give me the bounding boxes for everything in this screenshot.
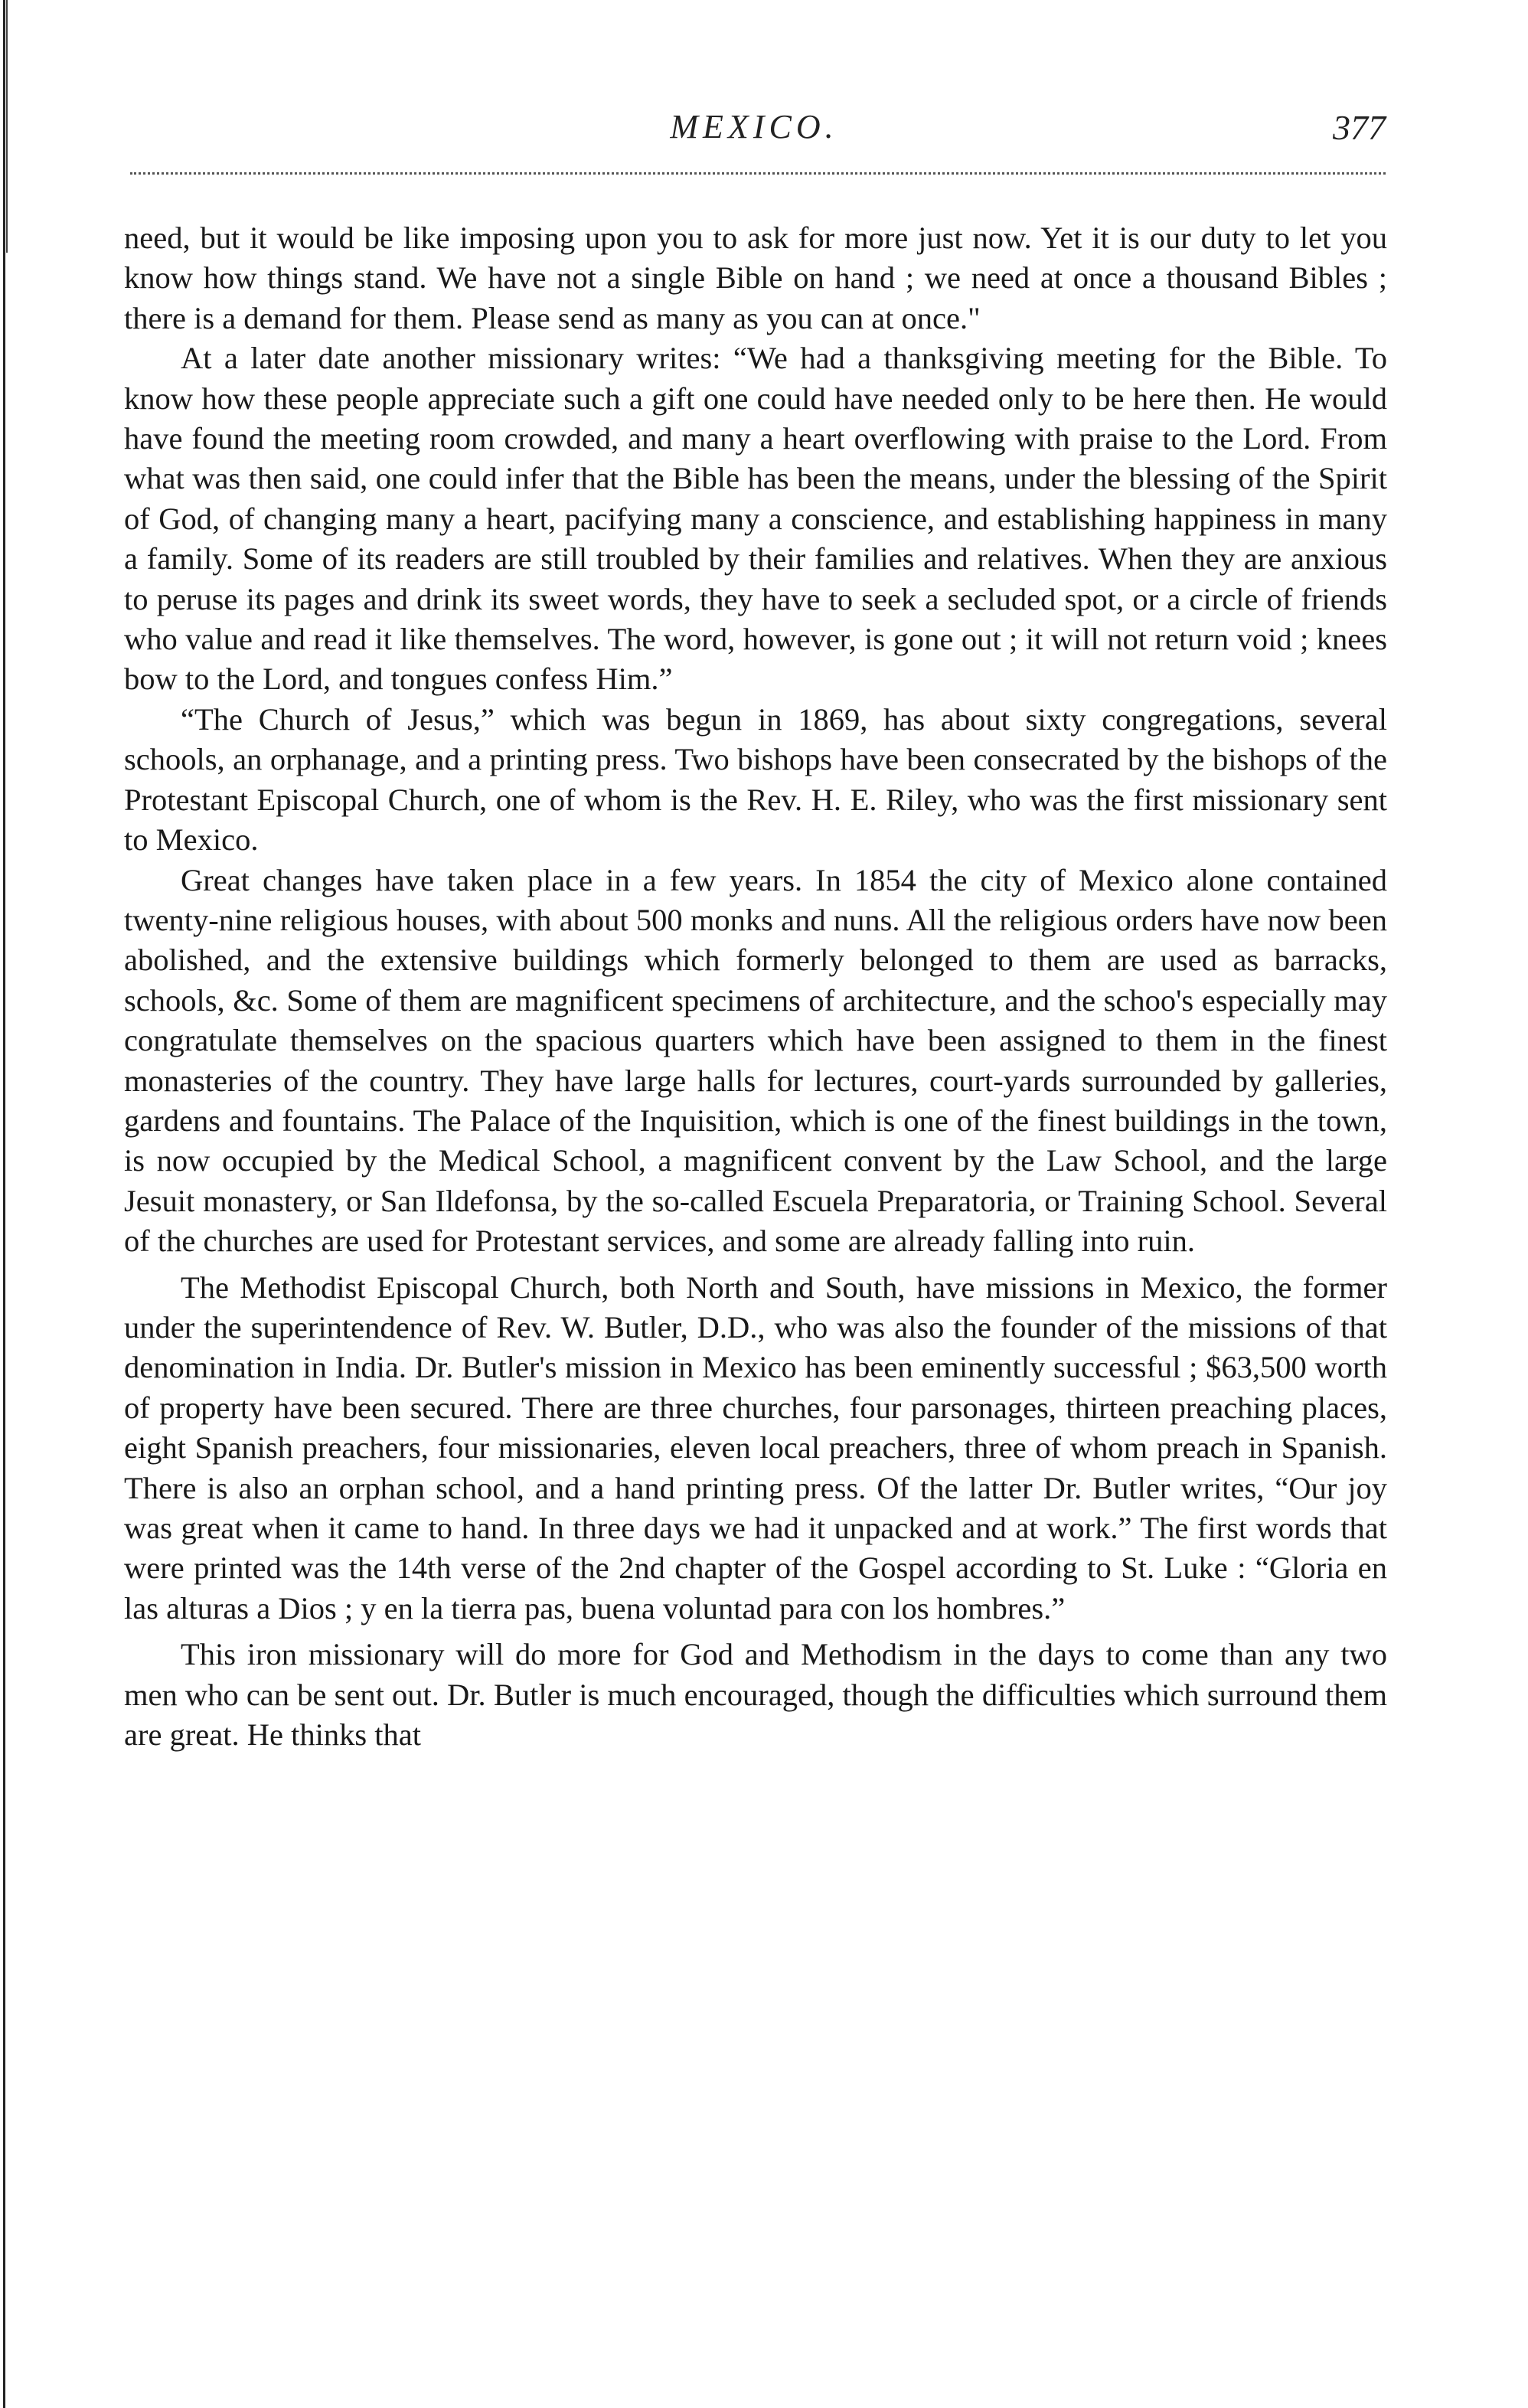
paragraph-iron-missionary: This iron missionary will do more for God and Methodism in the days to come than any two men who can be sent out. Dr. Butler is much encouraged, though the difficulties which surround them are great. He thinks that xyxy=(124,1637,1387,1753)
page-binding-shadow xyxy=(6,0,8,253)
paragraph-church-of-jesus: “The Church of Jesus,” which was begun in 1869, has about sixty congregations, several schools, an orphanage, and a printing press. Two bishops have been consecrated by the bishops of the Protestant Episcopal Church, one of whom is the Rev. H. E. Riley, who was the first missionary sent to Mexico. xyxy=(124,701,1387,858)
paragraph-thanksgiving-meeting: At a later date another missionary writes: “We had a thanksgiving meeting for the Bible. To know how these people appreciate such a gift one could have needed only to be here then. He would have found the meeting room crowded, and many a heart overflowing with praise to the Lord. From what was then said, one could infer that the Bible has been the means, under the blessing of the Spirit of God, of changing many a heart, pacifying many a conscience, and establishing happiness in many a family. Some of its readers are still troubled by their families and relatives. When they are anxious to peruse its pages and drink its sweet words, they have to seek a secluded spot, or a circle of friends who value and read it like themselves. The word, however, is gone out ; it will not return void ; knees bow to the Lord, and tongues confess Him.” xyxy=(124,341,1387,697)
page-body xyxy=(124,218,1387,1755)
page-number: 377 xyxy=(1333,108,1386,147)
paragraph-great-changes: Great changes have taken place in a few years. In 1854 the city of Mexico alone contained twenty-nine religious houses, with about 500 monks and nuns. All the religious orders have now been abolished, and the extensive buildings which formerly belonged to them are used as barracks, schools, &c. Some of them are magnificent specimens of architecture, and the schoo's especially may congratulate themselves on the spacious quarters which have been assigned to them in the finest monasteries of the country. They have large halls for lectures, court-yards surrounded by galleries, gardens and fountains. The Palace of the Inquisition, which is one of the finest buildings in the town, is now occupied by the Medical School, a magnificent convent by the Law School, and the large Jesuit monastery, or San Ildefonsa, by the so-called Escuela Preparatoria, or Training School. Several of the churches are used for Protestant services, and some are already falling into ruin. xyxy=(124,862,1387,1259)
running-head xyxy=(122,107,1386,161)
running-title: MEXICO. xyxy=(670,108,838,145)
paragraph-methodist-episcopal: The Methodist Episcopal Church, both North and South, have missions in Mexico, the former under the superintendence of Rev. W. Butler, D.D., who was also the founder of the missions of that denomination in India. Dr. Butler's mission in Mexico has been eminently successful ; $63,500 worth of property have been secured. There are three churches, four parsonages, thirteen preaching places, eight Spanish preachers, four missionaries, eleven local preachers, three of whom preach in Spanish. There is also an orphan school, and a hand printing press. Of the latter Dr. Butler writes, “Our joy was great when it came to hand. In three days we had it unpacked and at work.” The first words that were printed was the 14th verse of the 2nd chapter of the Gospel according to St. Luke : “Gloria en las alturas a Dios ; y en la tierra pas, buena voluntad para con los hombres.” xyxy=(124,1269,1387,1625)
paragraph-continued-letter: need, but it would be like imposing upon you to ask for more just now. Yet it is our duty to let you know how things stand. We have not a single Bible on hand ; we need at once a thousand Bibles ; there is a demand for them. Please send as many as you can at once." xyxy=(124,221,1387,335)
page-binding-edge xyxy=(3,0,5,2408)
header-rule xyxy=(130,172,1386,175)
